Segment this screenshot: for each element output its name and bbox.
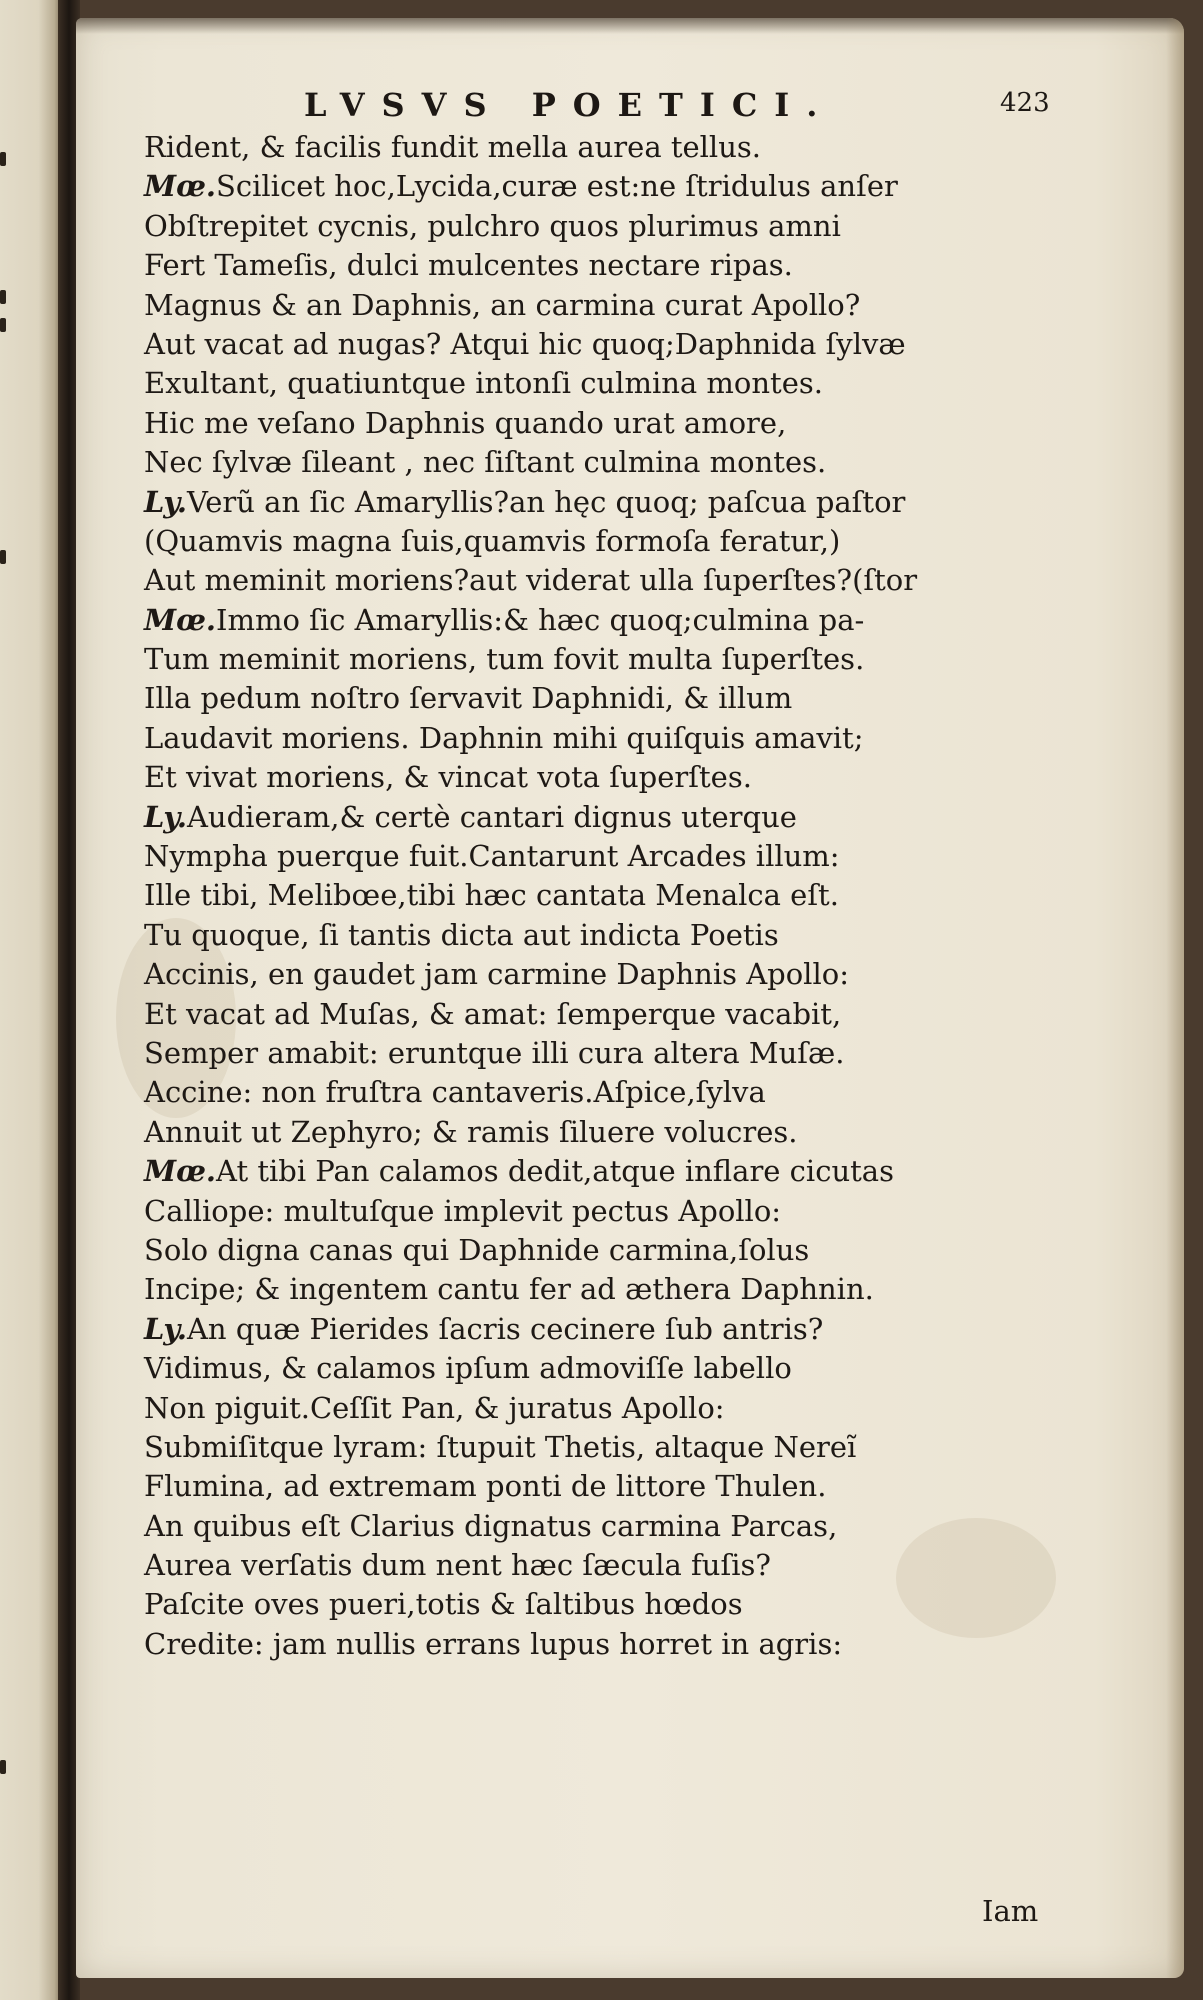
verse-line bbox=[144, 1152, 1164, 1191]
verse-line-text: Et vivat moriens, & vincat vota ſuperſtes. bbox=[144, 760, 752, 795]
verse-line-text: Fert Tameſis, dulci mulcentes nectare ripas. bbox=[144, 248, 793, 283]
running-head-title: LVSVS POETICI. bbox=[304, 86, 835, 124]
verse-line bbox=[144, 1428, 1164, 1467]
verse-line-text: Paſcite oves pueri,totis & ſaltibus hœdos bbox=[144, 1587, 743, 1622]
verse-line bbox=[144, 1034, 1164, 1073]
verse-line bbox=[144, 916, 1164, 955]
verse-line bbox=[144, 1349, 1164, 1388]
verse-line-text: Verũ an ſic Amaryllis?an hęc quoq; paſcua paſtor bbox=[186, 484, 906, 519]
page-number: 423 bbox=[1000, 88, 1050, 118]
verse-line-text: An quæ Pierides ſacris cecinere ſub antris? bbox=[186, 1311, 824, 1346]
verse-line bbox=[144, 522, 1164, 561]
verse-line bbox=[144, 679, 1164, 718]
verse-line bbox=[144, 1389, 1164, 1428]
verse-line-text: Rident, & facilis fundit mella aurea tellus. bbox=[144, 130, 761, 164]
facing-page-edge bbox=[0, 0, 64, 2000]
verse-line bbox=[144, 1192, 1164, 1231]
verse-line bbox=[144, 837, 1164, 876]
verse-line bbox=[144, 601, 1164, 640]
verse-line-text: Aut vacat ad nugas? Atqui hic quoq;Daphnida ſylvæ bbox=[144, 326, 906, 361]
verse-line-text: Tum meminit moriens, tum fovit multa ſuperſtes. bbox=[144, 642, 865, 677]
verse-line-text: Aurea verſatis dum nent hæc ſæcula fuſis? bbox=[144, 1548, 771, 1583]
facing-page-ink-fragment bbox=[0, 152, 6, 166]
verse-line-text: Semper amabit: eruntque illi cura altera Muſæ. bbox=[144, 1035, 845, 1070]
verse-line bbox=[144, 483, 1164, 522]
verse-line-text: Hic me veſano Daphnis quando urat amore, bbox=[144, 405, 787, 440]
facing-page-ink-fragment bbox=[0, 318, 6, 332]
verse-line-text: Solo digna canas qui Daphnide carmina,ſolus bbox=[144, 1232, 810, 1267]
verse-line bbox=[144, 876, 1164, 915]
verse-line bbox=[144, 640, 1164, 679]
verse-line-text: Laudavit moriens. Daphnin mihi quiſquis amavit; bbox=[144, 720, 864, 755]
verse-line-text: Nympha puerque fuit.Cantarunt Arcades illum: bbox=[144, 839, 840, 874]
verse-line bbox=[144, 1113, 1164, 1152]
verse-line bbox=[144, 1467, 1164, 1506]
verse-line bbox=[144, 995, 1164, 1034]
speaker-label: Mœ. bbox=[144, 602, 217, 637]
verse-line-text: Exultant, quatiuntque intonſi culmina montes. bbox=[144, 366, 823, 401]
verse-line-text: Audieram,& certè cantari dignus uterque bbox=[186, 799, 797, 834]
verse-line-text: Annuit ut Zephyro; & ramis ſiluere volucres. bbox=[144, 1114, 798, 1149]
verse-line-text: Illa pedum noſtro ſervavit Daphnidi, & illum bbox=[144, 681, 793, 716]
speaker-label: Ly. bbox=[144, 484, 187, 519]
book-page bbox=[76, 18, 1184, 1978]
verse-line bbox=[144, 1625, 1164, 1664]
verse-line bbox=[144, 561, 1164, 600]
page-top-shadow bbox=[76, 18, 1184, 34]
verse-line bbox=[144, 207, 1164, 246]
verse-line-text: Credite: jam nullis errans lupus horret in agris: bbox=[144, 1626, 843, 1661]
speaker-label: Mœ. bbox=[144, 169, 217, 204]
verse-line-text: Non piguit.Ceſſit Pan, & juratus Apollo: bbox=[144, 1390, 725, 1425]
verse-line bbox=[144, 128, 1164, 167]
verse-line-text: Incipe; & ingentem cantu fer ad æthera Daphnin. bbox=[144, 1272, 874, 1307]
verse-line-text: Scilicet hoc,Lycida,curæ est:ne ſtridulus anſer bbox=[216, 169, 898, 204]
running-head bbox=[76, 68, 1184, 124]
verse-line-text: Calliope: multuſque implevit pectus Apollo: bbox=[144, 1193, 782, 1228]
verse-line-text: Accinis, en gaudet jam carmine Daphnis Apollo: bbox=[144, 957, 849, 992]
verse-line bbox=[144, 1310, 1164, 1349]
verse-line bbox=[144, 1073, 1164, 1112]
facing-page-ink-fragment bbox=[0, 550, 6, 564]
verse-line-text: At tibi Pan calamos dedit,atque inflare cicutas bbox=[216, 1154, 894, 1189]
verse-line bbox=[144, 364, 1164, 403]
page-fore-edge bbox=[1166, 18, 1184, 1978]
facing-page-ink-fragment bbox=[0, 1760, 6, 1774]
verse-line bbox=[144, 1507, 1164, 1546]
verse-line-text: Nec ſylvæ ſileant , nec ſiſtant culmina montes. bbox=[144, 445, 827, 480]
verse-line bbox=[144, 1585, 1164, 1624]
verse-line bbox=[144, 758, 1164, 797]
catchword: Iam bbox=[982, 1894, 1039, 1928]
verse-line-text: (Quamvis magna ſuis,quamvis formoſa feratur,) bbox=[144, 523, 841, 558]
verse-line bbox=[144, 443, 1164, 482]
verse-line bbox=[144, 246, 1164, 285]
speaker-label: Mœ. bbox=[144, 1154, 217, 1189]
verse-line-text: Flumina, ad extremam ponti de littore Thulen. bbox=[144, 1469, 827, 1504]
verse-line bbox=[144, 404, 1164, 443]
verse-line bbox=[144, 286, 1164, 325]
verse-line bbox=[144, 1270, 1164, 1309]
verse-line-text: Vidimus, & calamos ipſum admoviſſe labello bbox=[144, 1351, 792, 1386]
speaker-label: Ly. bbox=[144, 1311, 187, 1346]
verse-line bbox=[144, 1231, 1164, 1270]
verse-line-text: Aut meminit moriens?aut viderat ulla ſuperſtes?(ſtor bbox=[144, 563, 918, 598]
verse-line-text: Et vacat ad Muſas, & amat: ſemperque vacabit, bbox=[144, 996, 842, 1031]
facing-page-ink-fragment bbox=[0, 290, 6, 304]
verse-line-text: Tu quoque, ſi tantis dicta aut indicta Poetis bbox=[144, 917, 779, 952]
verse-line-text: Ille tibi, Melibœe,tibi hæc cantata Menalca eſt. bbox=[144, 878, 839, 913]
verse-line bbox=[144, 167, 1164, 206]
verse-line bbox=[144, 798, 1164, 837]
speaker-label: Ly. bbox=[144, 799, 187, 834]
verse-line-text: Obſtrepitet cycnis, pulchro quos plurimus amni bbox=[144, 208, 841, 243]
verse-line-text: Accine: non fruſtra cantaveris.Aſpice,ſylva bbox=[144, 1075, 766, 1110]
verse-line bbox=[144, 955, 1164, 994]
verse-line bbox=[144, 719, 1164, 758]
verse-line-text: Submiſitque lyram: ſtupuit Thetis, altaque Nereĩ bbox=[144, 1429, 857, 1464]
verse-line bbox=[144, 1546, 1164, 1585]
verse-line-text: Magnus & an Daphnis, an carmina curat Apollo? bbox=[144, 287, 861, 322]
verse-line-text: An quibus eſt Clarius dignatus carmina Parcas, bbox=[144, 1508, 838, 1543]
verse-text-block bbox=[144, 128, 1164, 1664]
verse-line bbox=[144, 325, 1164, 364]
verse-line-text: Immo ſic Amaryllis:& hæc quoq;culmina pa- bbox=[216, 602, 865, 637]
